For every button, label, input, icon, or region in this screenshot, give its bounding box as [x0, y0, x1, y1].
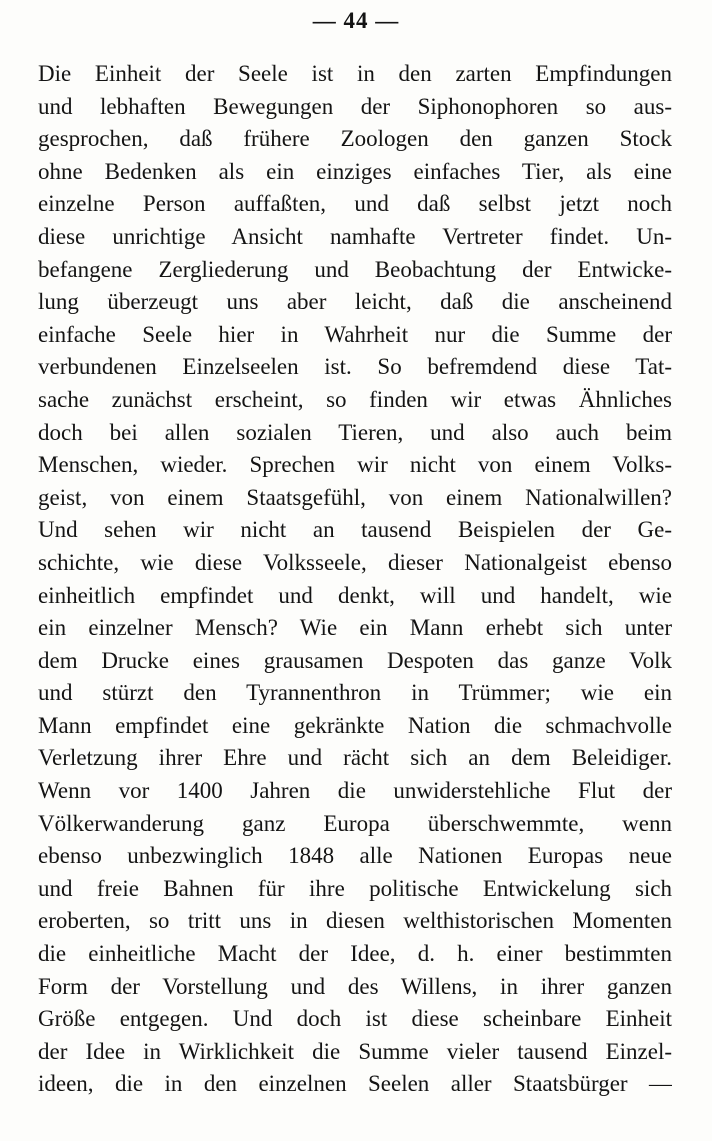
- text-line: sache zunächst erscheint, so finden wir etwas Ähnliches: [38, 386, 672, 412]
- text-line: die einheitliche Macht der Idee, d. h. einer bestimmten: [38, 941, 672, 967]
- text-line: befangene Zergliederung und Beobachtung der Entwicke-: [38, 256, 672, 282]
- text-line: Größe entgegen. Und doch ist diese scheinbare Einheit: [38, 1006, 672, 1032]
- text-line: ebenso unbezwinglich 1848 alle Nationen Europas neue: [38, 843, 672, 869]
- text-line: ohne Bedenken als ein einziges einfaches Tier, als eine: [38, 158, 672, 184]
- text-line: ideen, die in den einzelnen Seelen aller Staatsbürger —: [38, 1071, 672, 1097]
- text-line: doch bei allen sozialen Tieren, und also auch beim: [38, 419, 672, 445]
- text-line: und lebhaften Bewegungen der Siphonophoren so aus-: [38, 93, 672, 119]
- text-line: Menschen, wieder. Sprechen wir nicht von einem Volks-: [38, 452, 672, 478]
- text-line: Und sehen wir nicht an tausend Beispielen der Ge-: [38, 517, 672, 543]
- body-text: [38, 58, 672, 1101]
- text-line: geist, von einem Staatsgefühl, von einem Nationalwillen?: [38, 484, 672, 510]
- text-line: und stürzt den Tyrannenthron in Trümmer; wie ein: [38, 680, 672, 706]
- text-line: Völkerwanderung ganz Europa überschwemmte, wenn: [38, 810, 672, 836]
- text-line: Form der Vorstellung und des Willens, in ihrer ganzen: [38, 973, 672, 999]
- text-line: Die Einheit der Seele ist in den zarten Empfindungen: [38, 61, 672, 86]
- text-line: schichte, wie diese Volksseele, dieser Nationalgeist ebenso: [38, 549, 672, 575]
- text-line: einheitlich empfindet und denkt, will und handelt, wie: [38, 582, 672, 608]
- text-line: einfache Seele hier in Wahrheit nur die Summe der: [38, 321, 672, 347]
- text-line: der Idee in Wirklichkeit die Summe vieler tausend Einzel-: [38, 1038, 672, 1064]
- text-line: einzelne Person auffaßten, und daß selbst jetzt noch: [38, 191, 672, 217]
- text-line: verbundenen Einzelseelen ist. So befremdend diese Tat-: [38, 354, 672, 380]
- text-line: Verletzung ihrer Ehre und rächt sich an dem Beleidiger.: [38, 745, 672, 771]
- text-line: gesprochen, daß frühere Zoologen den ganzen Stock: [38, 126, 672, 152]
- text-line: lung überzeugt uns aber leicht, daß die anscheinend: [38, 289, 672, 315]
- text-line: dem Drucke eines grausamen Despoten das ganze Volk: [38, 647, 672, 673]
- text-line: diese unrichtige Ansicht namhafte Vertreter findet. Un-: [38, 223, 672, 249]
- text-line: Mann empfindet eine gekränkte Nation die schmachvolle: [38, 712, 672, 738]
- text-line: und freie Bahnen für ihre politische Entwickelung sich: [38, 875, 672, 901]
- text-line: eroberten, so tritt uns in diesen welthistorischen Momenten: [38, 908, 672, 934]
- page-number: — 44 —: [312, 8, 400, 33]
- text-line: ein einzelner Mensch? Wie ein Mann erhebt sich unter: [38, 615, 672, 641]
- text-line: Wenn vor 1400 Jahren die unwiderstehliche Flut der: [38, 778, 672, 804]
